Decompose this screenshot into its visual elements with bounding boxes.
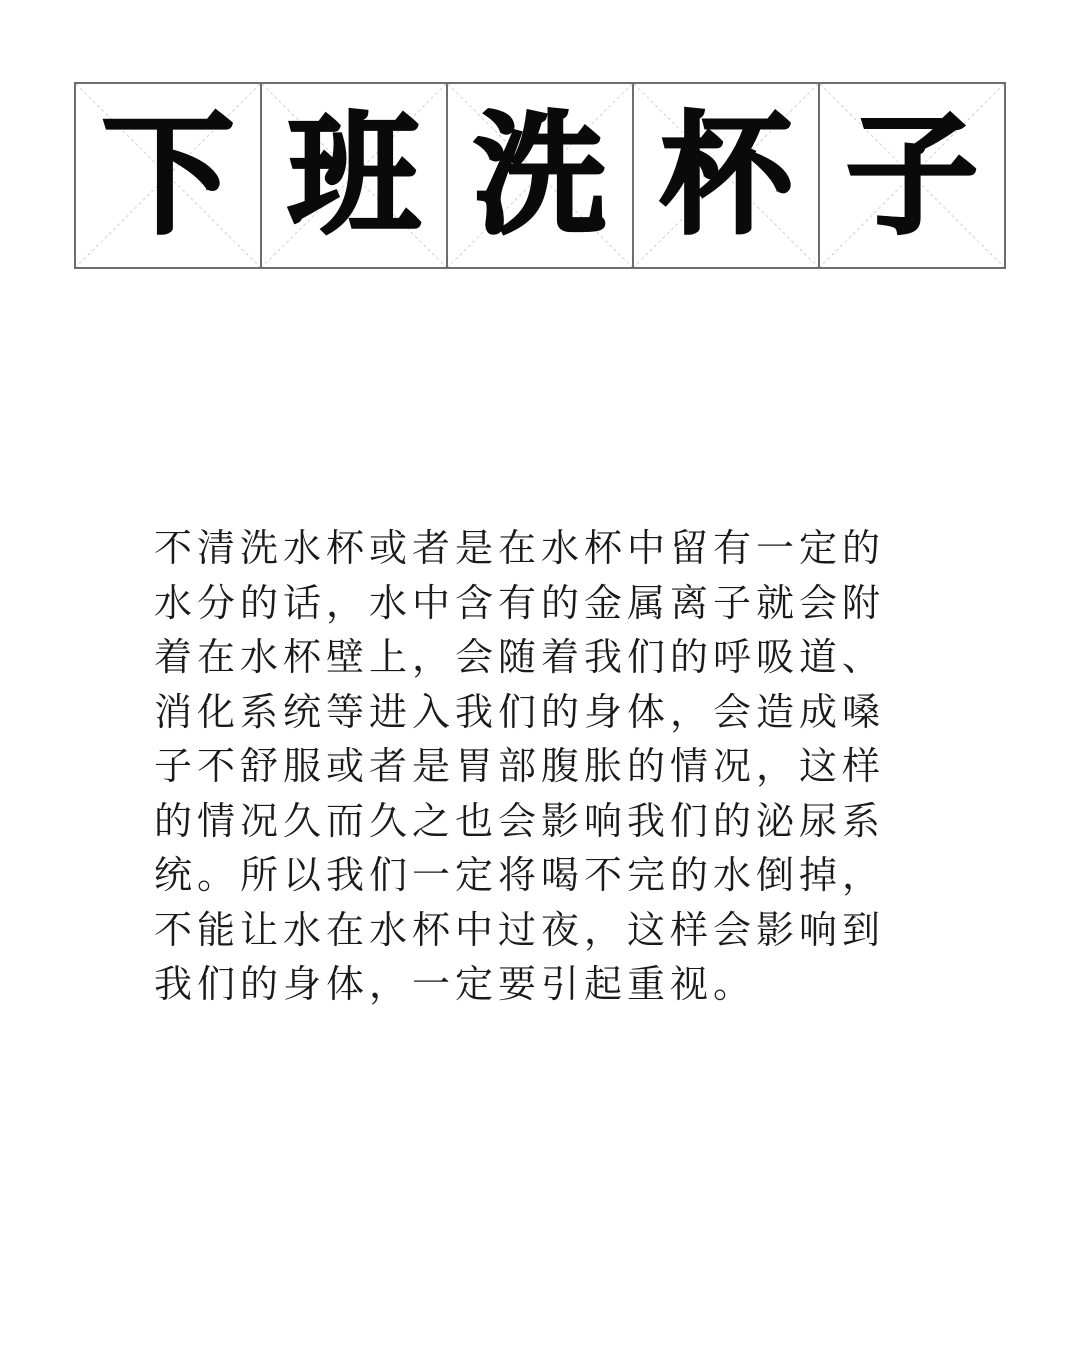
body-line: 统。所以我们一定将喝不完的水倒掉， [154,853,886,897]
body-line: 的情况久而久之也会影响我们的泌尿系 [154,798,886,843]
body-paragraph [154,521,934,1012]
title-character: 子 [846,98,978,253]
body-line: 不清洗水杯或者是在水杯中留有一定的 [154,526,886,570]
title-cell [818,84,1004,267]
title-character: 班 [288,98,420,253]
body-line: 消化系统等进入我们的身体，会造成嗓 [154,689,886,734]
body-line: 子不舒服或者是胃部腹胀的情况，这样 [154,744,886,788]
title-cell [632,84,818,267]
title-character: 洗 [474,98,606,253]
body-line: 着在水杯壁上，会随着我们的呼吸道、 [154,635,886,679]
title-character: 杯 [660,98,792,253]
title-cell [446,84,632,267]
title-cell [76,84,260,267]
body-line: 我们的身体，一定要引起重视。 [154,962,757,1006]
title-grid [74,82,1006,269]
title-character: 下 [102,98,234,253]
body-line: 水分的话，水中含有的金属离子就会附 [154,580,886,625]
title-cell [260,84,446,267]
body-line: 不能让水在水杯中过夜，这样会影响到 [154,907,886,952]
